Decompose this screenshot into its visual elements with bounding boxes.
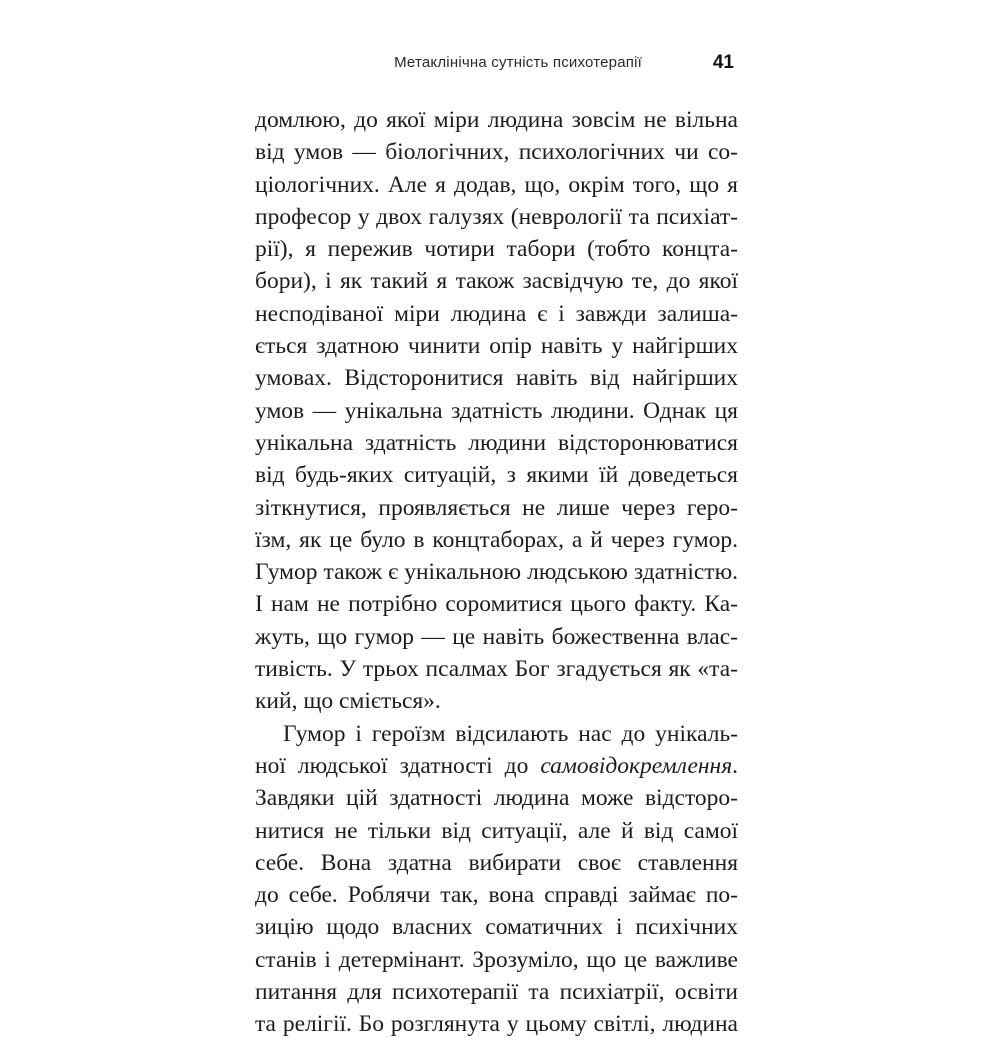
text-line: зицію щодо власних соматичних і психічних [255,914,738,941]
text-line: їзм, як це було в концтаборах, а й через гумор. [255,526,738,553]
paragraph-2 [255,718,738,1041]
text-line: несподіваної міри людина є і завжди залиша- [255,300,738,327]
text-line: І нам не потрібно соромитися цього факту. Ка- [255,591,738,618]
running-head [255,52,738,76]
text-line: рії), я пережив чотири табори (тобто концта- [255,236,738,263]
text-line: тивість. У трьох псалмах Бог згадується як «та- [255,656,738,683]
text-line: себе. Вона здатна вибирати своє ставлення [255,849,738,876]
text-line: ється здатною чинити опір навіть у найгірших [255,333,738,360]
text-line: Завдяки цій здатності людина може відсторо- [255,785,738,812]
text-line: зіткнутися, проявляється не лише через геро- [255,494,738,521]
text-line: нитися не тільки від ситуації, але й від самої [255,817,738,844]
text-line: станів і детермінант. Зрозуміло, що це важливе [255,946,738,973]
text-line: Гумор і героїзм відсилають нас до унікаль- [283,720,738,747]
text-line: кий, що сміється». [255,688,441,715]
text-line: Гумор також є унікальною людською здатністю. [255,559,738,586]
running-head-title: Метаклінічна сутність психотерапії [394,54,642,71]
text-line: та релігії. Бо розглянута у цьому світлі, людина [255,1011,738,1038]
text-line: унікальна здатність людини відсторонюватися [255,429,738,456]
text-line [255,750,738,782]
text-line: домлюю, до якої міри людина зовсім не вільна [255,107,738,133]
text-line: професор у двох галузях (неврології та психіат- [255,203,738,230]
text-line: ціологічних. Але я додав, що, окрім того, що я [255,171,738,198]
text-segment: ної людської здатності до [255,752,541,779]
text-line: умов — унікальна здатність людини. Однак ця [255,397,738,424]
text-line: до себе. Роблячи так, вона справді займає по- [255,882,738,909]
paragraph-1 [255,104,738,718]
body-text [255,104,738,1041]
text-line: від умов — біологічних, психологічних чи со- [255,139,738,166]
text-line: від будь-яких ситуацій, з якими їй доведеться [255,462,738,489]
page-number: 41 [712,52,734,73]
text-line: питання для психотерапії та психіатрії, освіти [255,979,738,1006]
text-line: бори), і як такий я також засвідчую те, до якої [255,268,738,295]
text-line: жуть, що гумор — це навіть божественна влас- [255,623,738,650]
text-line: умовах. Відсторонитися навіть від найгірших [255,365,738,392]
text-segment: . [732,752,738,779]
italic-term: самовідокремлення [540,752,733,779]
